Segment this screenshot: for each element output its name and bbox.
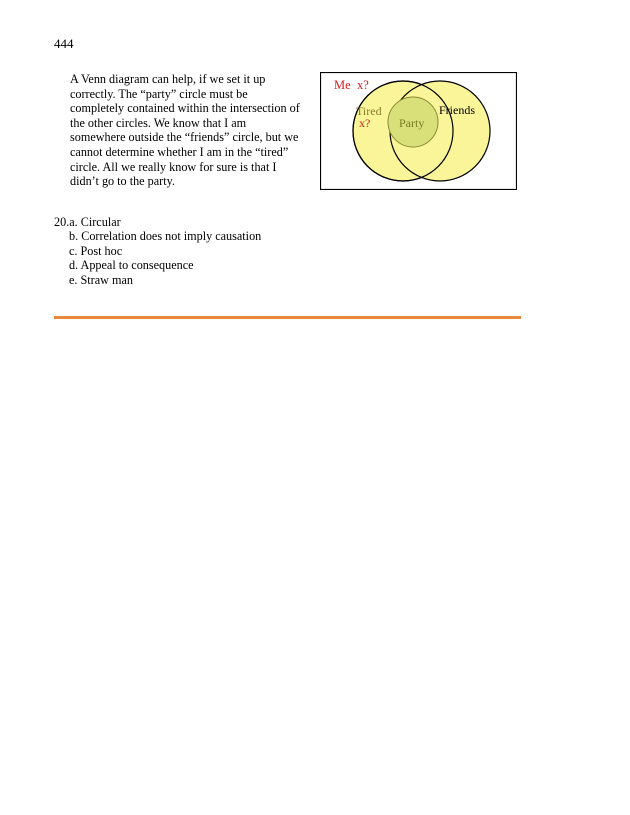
answer-item: b. Correlation does not imply causation xyxy=(69,229,262,244)
paragraph-line: the other circles. We know that I am xyxy=(70,115,247,130)
paragraph-line: cannot determine whether I am in the “tired” xyxy=(70,144,289,159)
tired-marker: x? xyxy=(359,116,371,130)
answer-item: e. Straw man xyxy=(69,272,133,287)
answer-item: d. Appeal to consequence xyxy=(69,258,194,273)
paragraph-line: circle. All we really know for sure is that I xyxy=(70,159,277,174)
answer-list xyxy=(54,215,261,287)
me-marker: x? xyxy=(357,78,369,92)
answer-text: a. Circular xyxy=(69,215,121,229)
page-number: 444 xyxy=(54,36,74,51)
me-label: Me xyxy=(334,78,351,92)
question-number: 20. xyxy=(54,215,70,229)
paragraph-line: somewhere outside the “friends” circle, but we xyxy=(70,130,299,145)
venn-diagram xyxy=(320,72,517,190)
paragraph-line: A Venn diagram can help, if we set it up xyxy=(70,72,266,86)
paragraph-line: completely contained within the intersection of xyxy=(70,101,300,116)
paragraph-line: correctly. The “party” circle must be xyxy=(70,86,248,101)
answer-item: c. Post hoc xyxy=(69,243,123,258)
explanation-paragraph xyxy=(70,72,310,189)
paragraph-line: didn’t go to the party. xyxy=(70,174,175,189)
section-divider xyxy=(54,316,521,319)
party-label: Party xyxy=(399,116,425,130)
answer-item xyxy=(54,215,261,229)
tired-label: Tired xyxy=(356,104,382,118)
friends-label: Friends xyxy=(439,103,475,117)
